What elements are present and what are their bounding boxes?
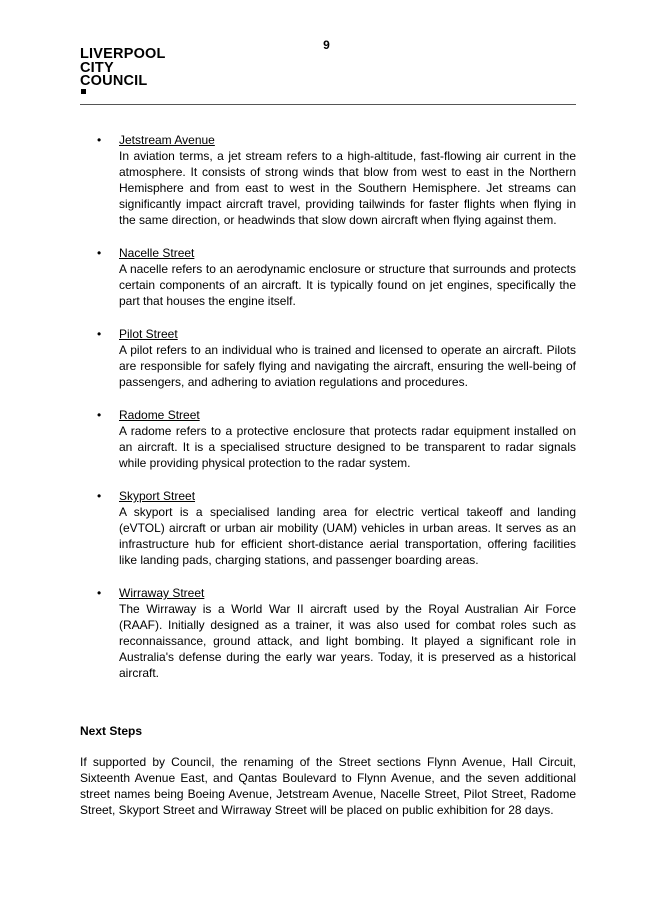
next-steps-heading: Next Steps [80,724,143,738]
street-name-description: A pilot refers to an individual who is trained and licensed to operate an aircraft. Pilots are responsible for safely flying and navigating the aircraft, ensuring the well-being of passengers, and adhering to aviation regulations and procedures. [119,343,576,389]
next-steps-paragraph: If supported by Council, the renaming of the Street sections Flynn Avenue, Hall Circuit, Sixteenth Avenue East, and Qantas Boulevard to Flynn Avenue, and the seven additional street names being Boeing Avenue, Jetstream Avenue, Nacelle Street, Pilot Street, Radome Street, Skyport Street and Wirraway Street will be placed on public exhibition for 28 days. [80,755,576,817]
logo-line: LIVERPOOL [80,46,166,62]
street-name-description: In aviation terms, a jet stream refers to a high-altitude, fast-flowing air current in the atmosphere. It consists of strong winds that blow from west to east in the Northern Hemisphere and from east to west in the Southern Hemisphere. Jet streams can significantly impact aircraft travel, providing tailwinds for faster flights when flying in the same direction, or headwinds that slow down aircraft when flying against them. [119,149,576,227]
street-name-description: A nacelle refers to an aerodynamic enclosure or structure that surrounds and protects certain components of an aircraft. It is typically found on jet engines, specifically the part that houses the engine itself. [119,262,576,308]
street-name-list-section [80,132,576,698]
logo-line: COUNCIL [80,75,166,94]
list-item [80,585,576,681]
logo-dot-icon [81,89,86,94]
street-name-title: Jetstream Avenue [119,133,215,147]
next-steps-section [80,723,576,818]
street-name-title: Nacelle Street [119,246,195,260]
page-number: 9 [323,38,330,52]
bullet-icon: • [97,133,102,147]
header-divider [80,104,576,105]
street-name-title: Pilot Street [119,327,178,341]
bullet-icon: • [97,246,102,260]
list-item [80,488,576,568]
street-name-description: A radome refers to a protective enclosure that protects radar equipment installed on an aircraft. It is a specialised structure designed to be transparent to radar signals while providing physical protection to the radar system. [119,424,576,470]
street-name-title: Radome Street [119,408,200,422]
street-name-description: The Wirraway is a World War II aircraft used by the Royal Australian Air Force (RAAF). Initially designed as a trainer, it was also used for combat roles such as reconnaissance, ground attack, and light bombing. It played a significant role in Australia's defense during the early war years. Today, it is preserved as a historical aircraft. [119,602,576,680]
list-item [80,132,576,228]
bullet-icon: • [97,408,102,422]
list-item [80,407,576,471]
bullet-icon: • [97,489,102,503]
street-name-list [80,132,576,681]
liverpool-city-council-logo [80,48,166,94]
list-item [80,326,576,390]
logo-line: CITY [80,59,114,76]
bullet-icon: • [97,586,102,600]
list-item [80,245,576,309]
street-name-title: Skyport Street [119,489,196,503]
street-name-description: A skyport is a specialised landing area for electric vertical takeoff and landing (eVTOL) aircraft or urban air mobility (UAM) vehicles in urban areas. It serves as an infrastructure hub for efficient short-distance aerial transportation, offering facilities like landing pads, charging stations, and passenger boarding areas. [119,505,576,567]
bullet-icon: • [97,327,102,341]
street-name-title: Wirraway Street [119,586,205,600]
